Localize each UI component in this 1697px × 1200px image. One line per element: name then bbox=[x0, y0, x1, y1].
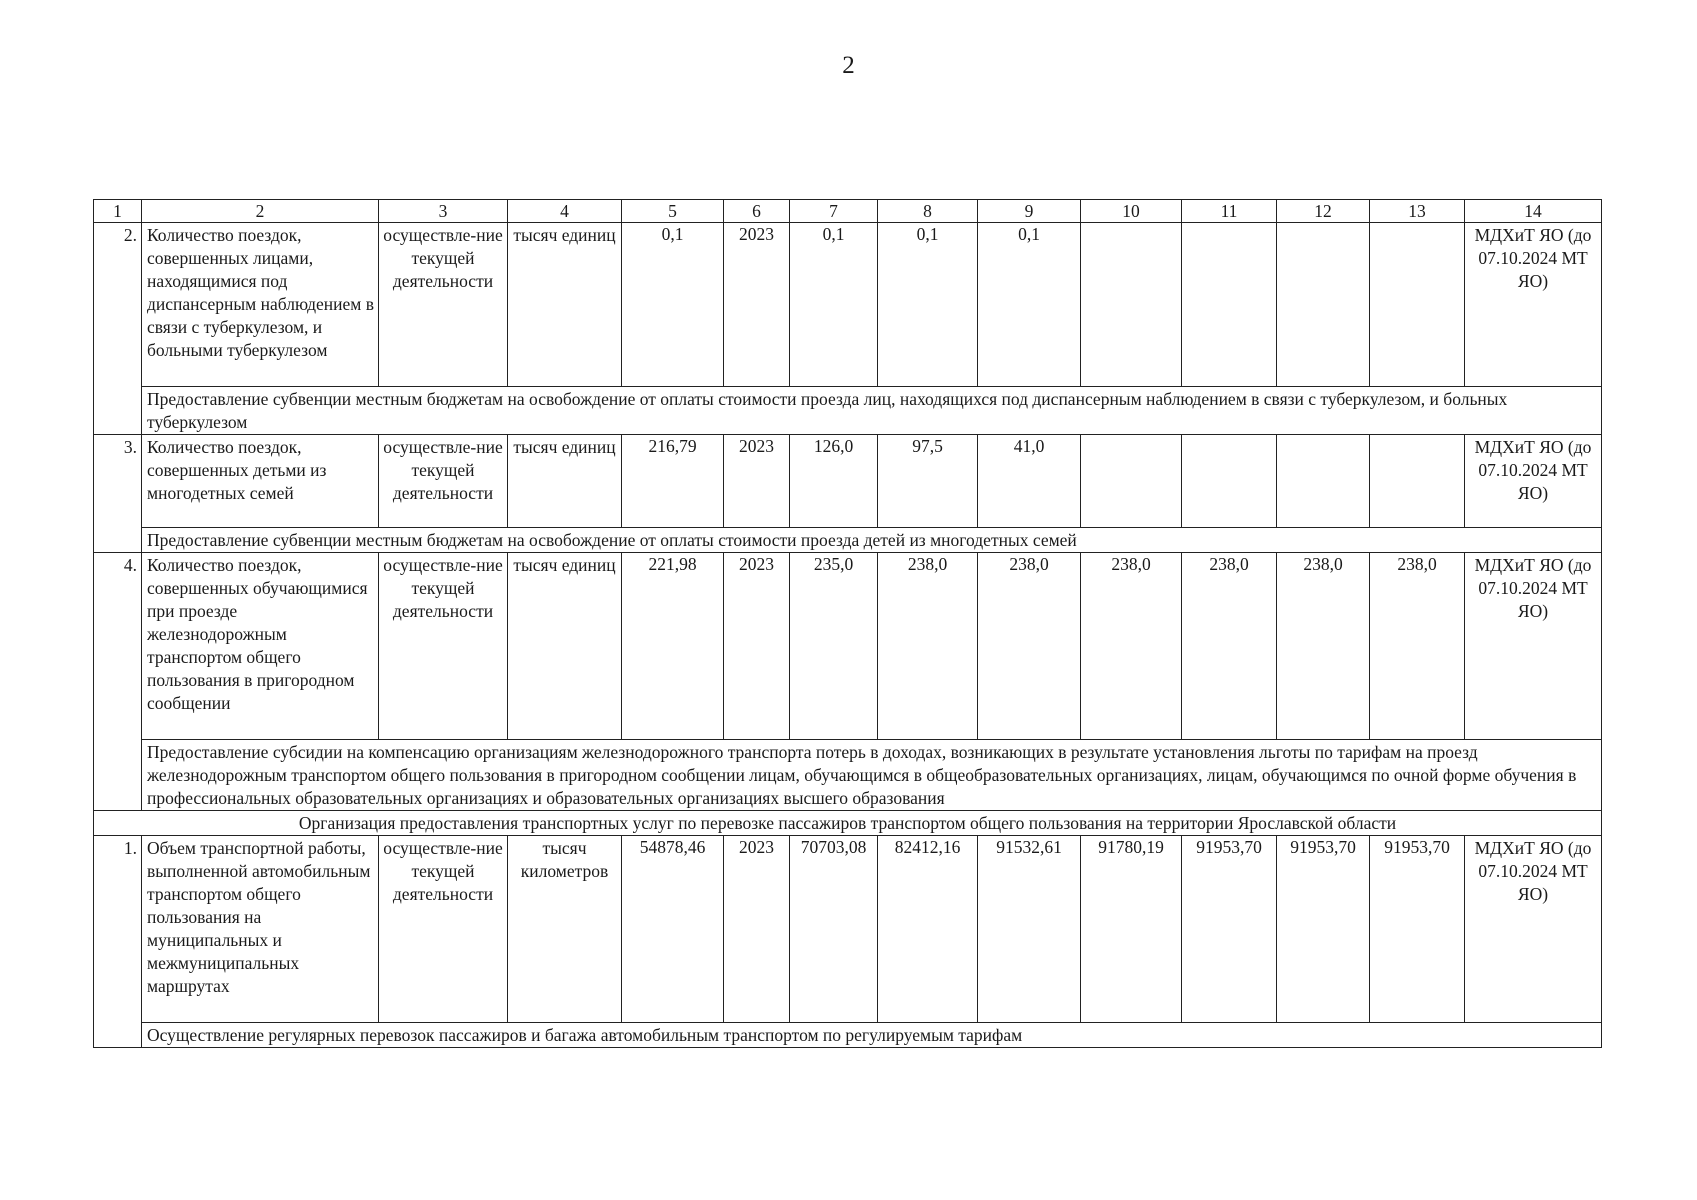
base-value: 221,98 bbox=[622, 553, 724, 740]
header-cell: 4 bbox=[508, 200, 622, 223]
value-col-9: 91532,61 bbox=[978, 836, 1081, 1023]
indicator-name: Объем транспортной работы, выполненной автомобильным транспортом общего пользования на муниципальных и межмуниципальных маршрутах bbox=[142, 836, 379, 1023]
header-row bbox=[94, 200, 1602, 223]
value-col-11 bbox=[1182, 435, 1277, 528]
row-number: 3. bbox=[94, 435, 142, 553]
value-col-11: 238,0 bbox=[1182, 553, 1277, 740]
page-number: 2 bbox=[842, 52, 855, 79]
unit: тысяч километров bbox=[508, 836, 622, 1023]
value-col-9: 0,1 bbox=[978, 223, 1081, 387]
table-row-note bbox=[94, 1023, 1602, 1048]
header-cell: 2 bbox=[142, 200, 379, 223]
value-col-8: 97,5 bbox=[878, 435, 978, 528]
value-col-10 bbox=[1081, 435, 1182, 528]
unit: тысяч единиц bbox=[508, 435, 622, 528]
row-number: 2. bbox=[94, 223, 142, 435]
unit: тысяч единиц bbox=[508, 553, 622, 740]
activity-note: Предоставление субвенции местным бюджетам на освобождение от оплаты стоимости проезда детей из многодетных семей bbox=[142, 528, 1602, 553]
value-col-7: 126,0 bbox=[790, 435, 878, 528]
value-col-8: 238,0 bbox=[878, 553, 978, 740]
header-cell: 6 bbox=[724, 200, 790, 223]
activity-note: Предоставление субвенции местным бюджетам на освобождение от оплаты стоимости проезда лиц, находящихся под диспансерным наблюдением в связи с туберкулезом, и больных туберкулезом bbox=[142, 387, 1602, 435]
value-col-10: 238,0 bbox=[1081, 553, 1182, 740]
table-row bbox=[94, 836, 1602, 1023]
table-row-note bbox=[94, 387, 1602, 435]
row-number: 1. bbox=[94, 836, 142, 1048]
responsible: МДХиТ ЯО (до 07.10.2024 МТ ЯО) bbox=[1465, 553, 1602, 740]
value-col-7: 70703,08 bbox=[790, 836, 878, 1023]
value-col-11 bbox=[1182, 223, 1277, 387]
header-cell: 14 bbox=[1465, 200, 1602, 223]
value-col-13 bbox=[1370, 435, 1465, 528]
table-row bbox=[94, 435, 1602, 528]
indicator-name: Количество поездок, совершенных детьми из многодетных семей bbox=[142, 435, 379, 528]
header-cell: 1 bbox=[94, 200, 142, 223]
indicator-type: осуществле-ние текущей деятельности bbox=[379, 435, 508, 528]
table-row-note bbox=[94, 740, 1602, 811]
value-col-13: 91953,70 bbox=[1370, 836, 1465, 1023]
value-col-8: 0,1 bbox=[878, 223, 978, 387]
header-cell: 12 bbox=[1277, 200, 1370, 223]
header-cell: 13 bbox=[1370, 200, 1465, 223]
header-cell: 3 bbox=[379, 200, 508, 223]
header-cell: 5 bbox=[622, 200, 724, 223]
value-col-13 bbox=[1370, 223, 1465, 387]
section-row bbox=[94, 811, 1602, 836]
base-year: 2023 bbox=[724, 223, 790, 387]
unit: тысяч единиц bbox=[508, 223, 622, 387]
base-value: 0,1 bbox=[622, 223, 724, 387]
responsible: МДХиТ ЯО (до 07.10.2024 МТ ЯО) bbox=[1465, 836, 1602, 1023]
section-title: Организация предоставления транспортных услуг по перевозке пассажиров транспортом общего пользования на территории Ярославской области bbox=[94, 811, 1602, 836]
base-value: 54878,46 bbox=[622, 836, 724, 1023]
header-cell: 10 bbox=[1081, 200, 1182, 223]
table-row-note bbox=[94, 528, 1602, 553]
indicator-type: осуществле-ние текущей деятельности bbox=[379, 836, 508, 1023]
header-cell: 11 bbox=[1182, 200, 1277, 223]
value-col-11: 91953,70 bbox=[1182, 836, 1277, 1023]
activity-note: Предоставление субсидии на компенсацию организациям железнодорожного транспорта потерь в доходах, возникающих в результате установления льготы по тарифам на проезд железнодорожным транспортом общего пользования в пригородном сообщении лицам, обучающимся в общеобразовательных организациях, лицам, обучающимся по очной форме обучения в профессиональных образовательных организациях и образовательных организациях высшего образования bbox=[142, 740, 1602, 811]
indicator-type: осуществле-ние текущей деятельности bbox=[379, 223, 508, 387]
value-col-12: 91953,70 bbox=[1277, 836, 1370, 1023]
value-col-8: 82412,16 bbox=[878, 836, 978, 1023]
value-col-9: 238,0 bbox=[978, 553, 1081, 740]
table-row bbox=[94, 223, 1602, 387]
base-year: 2023 bbox=[724, 435, 790, 528]
indicator-name: Количество поездок, совершенных обучающимися при проезде железнодорожным транспортом общего пользования в пригородном сообщении bbox=[142, 553, 379, 740]
indicators-table bbox=[93, 199, 1602, 1048]
responsible: МДХиТ ЯО (до 07.10.2024 МТ ЯО) bbox=[1465, 223, 1602, 387]
value-col-12 bbox=[1277, 435, 1370, 528]
table-row bbox=[94, 553, 1602, 740]
value-col-13: 238,0 bbox=[1370, 553, 1465, 740]
header-cell: 9 bbox=[978, 200, 1081, 223]
header-cell: 7 bbox=[790, 200, 878, 223]
base-value: 216,79 bbox=[622, 435, 724, 528]
header-cell: 8 bbox=[878, 200, 978, 223]
indicator-name: Количество поездок, совершенных лицами, находящимися под диспансерным наблюдением в связи с туберкулезом, и больными туберкулезом bbox=[142, 223, 379, 387]
value-col-12: 238,0 bbox=[1277, 553, 1370, 740]
row-number: 4. bbox=[94, 553, 142, 811]
responsible: МДХиТ ЯО (до 07.10.2024 МТ ЯО) bbox=[1465, 435, 1602, 528]
value-col-7: 235,0 bbox=[790, 553, 878, 740]
base-year: 2023 bbox=[724, 836, 790, 1023]
value-col-12 bbox=[1277, 223, 1370, 387]
activity-note: Осуществление регулярных перевозок пассажиров и багажа автомобильным транспортом по регулируемым тарифам bbox=[142, 1023, 1602, 1048]
base-year: 2023 bbox=[724, 553, 790, 740]
value-col-7: 0,1 bbox=[790, 223, 878, 387]
value-col-9: 41,0 bbox=[978, 435, 1081, 528]
indicator-type: осуществле-ние текущей деятельности bbox=[379, 553, 508, 740]
value-col-10 bbox=[1081, 223, 1182, 387]
value-col-10: 91780,19 bbox=[1081, 836, 1182, 1023]
